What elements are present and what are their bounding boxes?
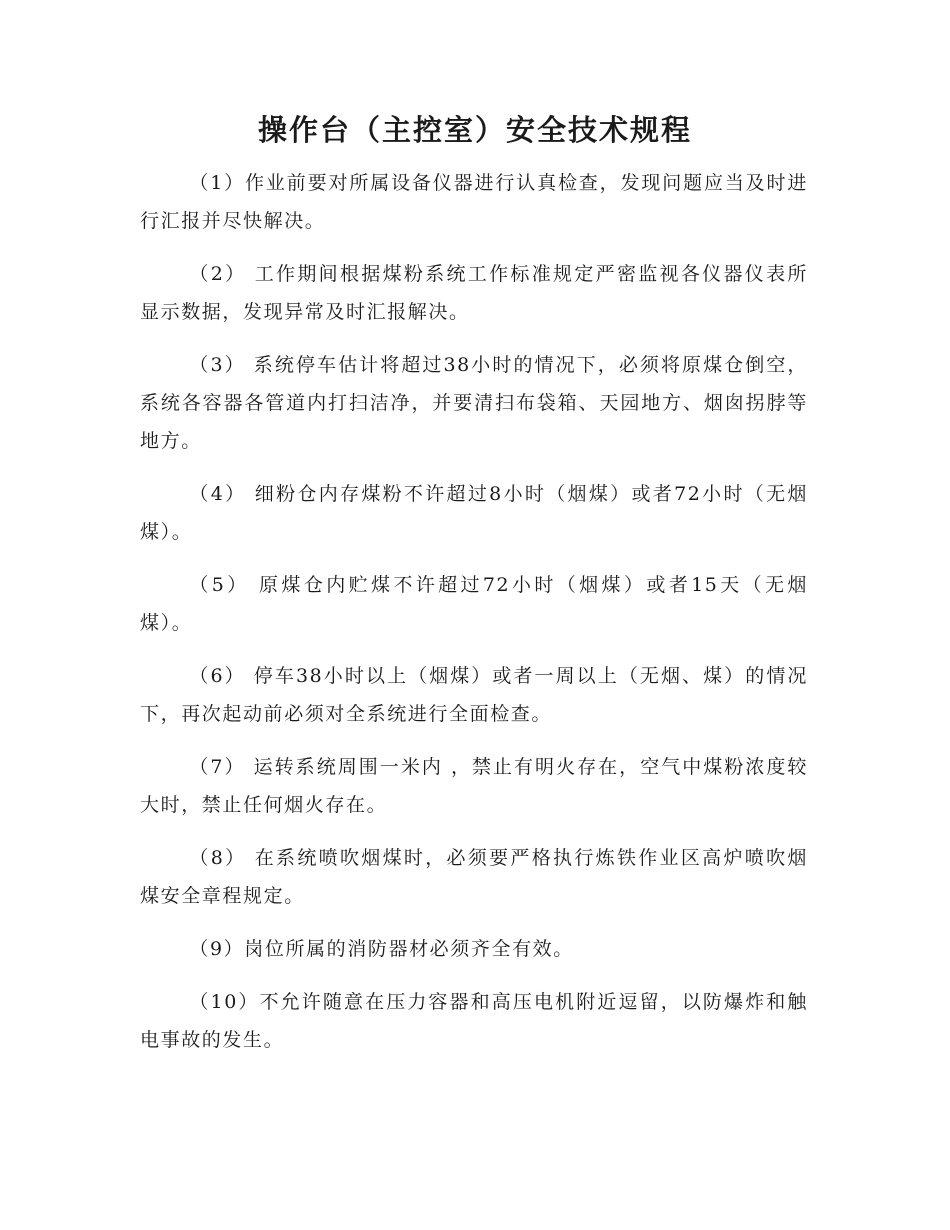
paragraph-10: （10）不允许随意在压力容器和高压电机附近逗留，以防爆炸和触电事故的发生。 bbox=[140, 991, 808, 1051]
paragraph-6: （6） 停车38小时以上（烟煤）或者一周以上（无烟、煤）的情况下，再次起动前必须对全系统进行全面检查。 bbox=[140, 665, 808, 725]
paragraph-7: （7） 运转系统周围一米内 ，禁止有明火存在，空气中煤粉浓度较大时，禁止任何烟火存在。 bbox=[140, 756, 808, 816]
paragraph-4: （4） 细粉仓内存煤粉不许超过8小时（烟煤）或者72小时（无烟煤）。 bbox=[140, 483, 808, 543]
paragraph-1: （1）作业前要对所属设备仪器进行认真检查，发现问题应当及时进行汇报并尽快解决。 bbox=[140, 172, 808, 232]
paragraph-5: （5） 原煤仓内贮煤不许超过72小时（烟煤）或者15天（无烟煤）。 bbox=[140, 574, 808, 634]
document-title: 操作台（主控室）安全技术规程 bbox=[257, 113, 692, 147]
document-body bbox=[140, 164, 808, 1074]
paragraph-9: （9）岗位所属的消防器材必须齐全有效。 bbox=[189, 938, 574, 960]
paragraph-2: （2） 工作期间根据煤粉系统工作标准规定严密监视各仪器仪表所显示数据，发现异常及时汇报解决。 bbox=[140, 263, 808, 323]
paragraph-3: （3） 系统停车估计将超过38小时的情况下，必须将原煤仓倒空，系统各容器各管道内打扫洁净，并要清扫布袋箱、天园地方、烟囱拐脖等地方。 bbox=[140, 354, 808, 452]
paragraph-8: （8） 在系统喷吹烟煤时，必须要严格执行炼铁作业区高炉喷吹烟煤安全章程规定。 bbox=[140, 847, 808, 907]
